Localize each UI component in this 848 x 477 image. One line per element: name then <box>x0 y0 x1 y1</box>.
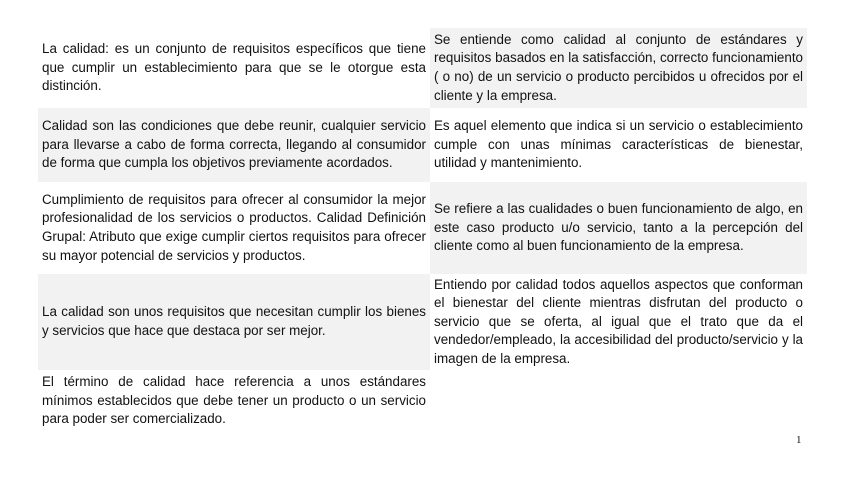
definition-text: La calidad son unos requisitos que necesitan cumplir los bienes y servicios que hace que destaca por ser mejor. <box>42 304 426 338</box>
table-cell-right-2 <box>430 108 807 182</box>
table-cell-right-4 <box>430 274 807 370</box>
table-cell-left-1 <box>38 28 430 108</box>
definition-text: Cumplimiento de requisitos para ofrecer al consumidor la mejor profesionalidad de los servicios o productos. Calidad Definición Grupal: Atributo que exige cumplir ciertos requisitos para ofrecer su mayor potencial de servicios y productos. <box>42 191 426 263</box>
table-cell-left-3 <box>38 182 430 274</box>
table-cell-right-3 <box>430 182 807 274</box>
page-number: 1 <box>796 434 802 446</box>
definition-text: Se entiende como calidad al conjunto de estándares y requisitos basados en la satisfacción, correcto funcionamiento ( o no) de un servicio o producto percibidos u ofrecidos por el cliente y la empresa. <box>434 31 803 103</box>
definition-text: El término de calidad hace referencia a unos estándares mínimos establecidos que debe tener un producto o un servicio para poder ser comercializado. <box>42 374 426 427</box>
table-cell-left-5 <box>38 370 430 432</box>
table-cell-left-2 <box>38 108 430 182</box>
definition-text: Entiendo por calidad todos aquellos aspectos que conforman el bienestar del cliente mientras disfrutan del producto o servicio que se oferta, al igual que el trato que da el vendedor/empleado, la accesibilidad del producto/servicio y la imagen de la empresa. <box>434 276 803 366</box>
definition-text: Se refiere a las cualidades o buen funcionamiento de algo, en este caso producto u/o servicio, tanto a la percepción del cliente como al buen funcionamiento de la empresa. <box>434 201 803 254</box>
definition-text: Es aquel elemento que indica si un servicio o establecimiento cumple con unas mínimas características de bienestar, utilidad y mantenimiento. <box>434 118 803 171</box>
table-cell-left-4 <box>38 274 430 370</box>
definition-text: La calidad: es un conjunto de requisitos específicos que tiene que cumplir un establecimiento para que se le otorgue esta distinción. <box>42 41 426 94</box>
table-cell-right-1 <box>430 28 807 108</box>
definition-text: Calidad son las condiciones que debe reunir, cualquier servicio para llevarse a cabo de forma correcta, llegando al consumidor de forma que cumpla los objetivos previamente acordados. <box>42 118 426 171</box>
